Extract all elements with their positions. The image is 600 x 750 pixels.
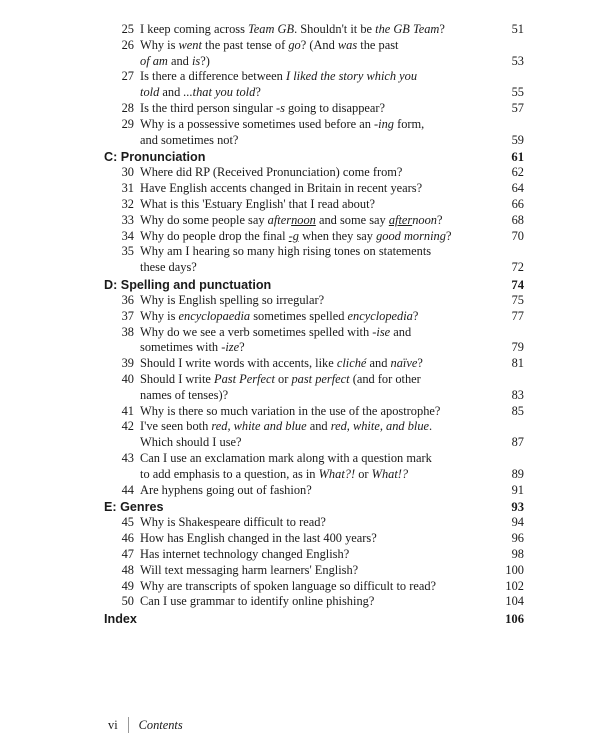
section-page-number: 74 (511, 277, 524, 292)
entry-question (140, 594, 494, 610)
section-title: E: Genres (104, 500, 164, 515)
entry-question-line: Is the third person singular -s going to disappear? (140, 100, 386, 115)
toc-entry (104, 22, 524, 38)
entry-question-line: Are hyphens going out of fashion? (140, 482, 312, 497)
page-footer (108, 717, 183, 733)
entry-question-line: Which should I use? (140, 435, 242, 450)
section-title: C: Pronunciation (104, 150, 206, 165)
entry-page-number: 68 (511, 212, 524, 227)
entry-number: 28 (121, 100, 134, 115)
section-page-number: 93 (511, 500, 524, 515)
entry-page-number: 87 (511, 435, 524, 450)
footer-divider (128, 717, 129, 733)
toc-entry (104, 325, 524, 357)
toc-entry (104, 531, 524, 547)
entry-question-line: of am and is?) (140, 53, 210, 68)
entry-question-line: Should I write Past Perfect or past perfect (and for other (140, 371, 421, 386)
entry-number: 35 (121, 244, 134, 259)
section-page-number: 61 (511, 150, 524, 165)
entry-question-line: names of tenses)? (140, 387, 229, 402)
toc-entry (104, 594, 524, 610)
entry-number: 30 (121, 165, 134, 180)
entry-number: 44 (121, 482, 134, 497)
section-heading (104, 611, 524, 627)
entry-question-line: told and ...that you told? (140, 85, 261, 100)
entry-page-number: 57 (511, 100, 524, 115)
entry-question (140, 293, 494, 309)
entry-question-line: Why am I hearing so many high rising tones on statements (140, 244, 432, 259)
entry-number: 49 (121, 578, 134, 593)
toc-entry (104, 419, 524, 451)
section-page-number: 106 (505, 612, 524, 627)
entry-number: 42 (121, 419, 134, 434)
entry-question-line: Why are transcripts of spoken language so difficult to read? (140, 578, 437, 593)
entry-question (140, 372, 494, 404)
toc-entry (104, 197, 524, 213)
entry-question (140, 69, 494, 101)
entry-question-line: Why is went the past tense of go? (And was the past (140, 37, 399, 52)
entry-question (140, 197, 494, 213)
toc-entry (104, 356, 524, 372)
entry-page-number: 72 (511, 260, 524, 275)
toc-entry (104, 309, 524, 325)
entry-number: 47 (121, 546, 134, 561)
section-heading (104, 277, 524, 293)
entry-page-number: 66 (511, 196, 524, 211)
toc-entry (104, 117, 524, 149)
entry-question-line: Why is English spelling so irregular? (140, 292, 325, 307)
entry-question (140, 325, 494, 357)
entry-number: 25 (121, 22, 134, 36)
entry-page-number: 79 (511, 340, 524, 355)
entry-question-line: these days? (140, 260, 197, 275)
entry-number: 29 (121, 116, 134, 131)
table-of-contents (104, 22, 524, 627)
entry-page-number: 100 (505, 562, 524, 577)
entry-number: 48 (121, 562, 134, 577)
entry-number: 37 (121, 308, 134, 323)
entry-page-number: 85 (511, 403, 524, 418)
section-title: D: Spelling and punctuation (104, 277, 272, 292)
entry-question-line: Have English accents changed in Britain in recent years? (140, 181, 423, 196)
entry-number: 26 (121, 37, 134, 52)
entry-number: 34 (121, 228, 134, 243)
entry-question (140, 213, 494, 229)
entry-question-line: Why do people drop the final -g when they say good morning? (140, 228, 452, 243)
entry-question-line: Should I write words with accents, like cliché and naïve? (140, 356, 423, 371)
entry-question (140, 483, 494, 499)
entry-page-number: 77 (511, 308, 524, 323)
entry-question-line: Why is there so much variation in the use of the apostrophe? (140, 403, 441, 418)
toc-entry (104, 165, 524, 181)
entry-number: 46 (121, 531, 134, 546)
entry-question (140, 229, 494, 245)
entry-number: 31 (121, 181, 134, 196)
entry-question (140, 356, 494, 372)
toc-entry (104, 181, 524, 197)
entry-page-number: 64 (511, 181, 524, 196)
toc-entry (104, 101, 524, 117)
footer-page-number: vi (108, 717, 118, 732)
entry-question-line: Can I use grammar to identify online phishing? (140, 594, 375, 609)
entry-question (140, 309, 494, 325)
entry-question-line: What is this 'Estuary English' that I read about? (140, 196, 376, 211)
entry-page-number: 62 (511, 165, 524, 180)
entry-page-number: 96 (511, 531, 524, 546)
toc-entry (104, 372, 524, 404)
entry-question (140, 181, 494, 197)
entry-page-number: 104 (505, 594, 524, 609)
entry-question (140, 451, 494, 483)
entry-page-number: 53 (511, 53, 524, 68)
entry-question-line: How has English changed in the last 400 years? (140, 531, 377, 546)
entry-page-number: 102 (505, 578, 524, 593)
toc-entry (104, 451, 524, 483)
entry-question-line: sometimes with -ize? (140, 340, 245, 355)
entry-question-line: Has internet technology changed English? (140, 546, 350, 561)
entry-question (140, 419, 494, 451)
entry-question-line: Why is Shakespeare difficult to read? (140, 515, 326, 530)
entry-question-line: Why is encyclopaedia sometimes spelled encyclopedia? (140, 308, 419, 323)
entry-number: 38 (121, 324, 134, 339)
entry-number: 33 (121, 212, 134, 227)
entry-question-line: Why do some people say afternoon and some say afternoon? (140, 212, 443, 227)
section-heading (104, 499, 524, 515)
entry-number: 41 (121, 403, 134, 418)
entry-question (140, 531, 494, 547)
section-title: Index (104, 612, 137, 627)
toc-entry (104, 293, 524, 309)
entry-question (140, 563, 494, 579)
toc-entry (104, 229, 524, 245)
entry-question (140, 244, 494, 276)
entry-question (140, 117, 494, 149)
entry-number: 27 (121, 69, 134, 84)
entry-page-number: 55 (511, 85, 524, 100)
entry-question (140, 38, 494, 70)
entry-page-number: 51 (511, 22, 524, 36)
entry-page-number: 83 (511, 387, 524, 402)
toc-entry (104, 404, 524, 420)
toc-entry (104, 69, 524, 101)
footer-title: Contents (138, 717, 183, 732)
entry-question-line: Will text messaging harm learners' English? (140, 562, 359, 577)
entry-page-number: 70 (511, 228, 524, 243)
entry-question-line: Where did RP (Received Pronunciation) come from? (140, 165, 403, 180)
entry-question (140, 404, 494, 420)
entry-number: 39 (121, 356, 134, 371)
toc-entry (104, 579, 524, 595)
entry-page-number: 94 (511, 515, 524, 530)
entry-page-number: 75 (511, 292, 524, 307)
entry-question-line: I keep coming across Team GB. Shouldn't it be the GB Team? (140, 22, 445, 36)
entry-question (140, 547, 494, 563)
toc-entry (104, 38, 524, 70)
entry-question-line: Is there a difference between I liked the story which you (140, 69, 418, 84)
entry-question (140, 515, 494, 531)
entry-page-number: 98 (511, 546, 524, 561)
section-heading (104, 149, 524, 165)
entry-page-number: 89 (511, 466, 524, 481)
entry-page-number: 59 (511, 132, 524, 147)
entry-question (140, 579, 494, 595)
entry-question (140, 22, 494, 38)
entry-question (140, 165, 494, 181)
toc-entry (104, 563, 524, 579)
toc-entry (104, 244, 524, 276)
entry-question-line: Why is a possessive sometimes used before an -ing form, (140, 116, 425, 131)
entry-number: 36 (121, 292, 134, 307)
toc-entry (104, 547, 524, 563)
toc-entry (104, 515, 524, 531)
entry-number: 50 (121, 594, 134, 609)
entry-question-line: and sometimes not? (140, 132, 239, 147)
entry-number: 32 (121, 196, 134, 211)
entry-page-number: 91 (511, 482, 524, 497)
entry-number: 45 (121, 515, 134, 530)
entry-question (140, 101, 494, 117)
entry-question-line: to add emphasis to a question, as in What?! or What!? (140, 466, 409, 481)
entry-number: 43 (121, 450, 134, 465)
toc-entry (104, 213, 524, 229)
entry-question-line: I've seen both red, white and blue and red, white, and blue. (140, 419, 433, 434)
entry-number: 40 (121, 371, 134, 386)
toc-entry (104, 483, 524, 499)
entry-question-line: Can I use an exclamation mark along with a question mark (140, 450, 432, 465)
entry-question-line: Why do we see a verb sometimes spelled with -ise and (140, 324, 412, 339)
entry-page-number: 81 (511, 356, 524, 371)
